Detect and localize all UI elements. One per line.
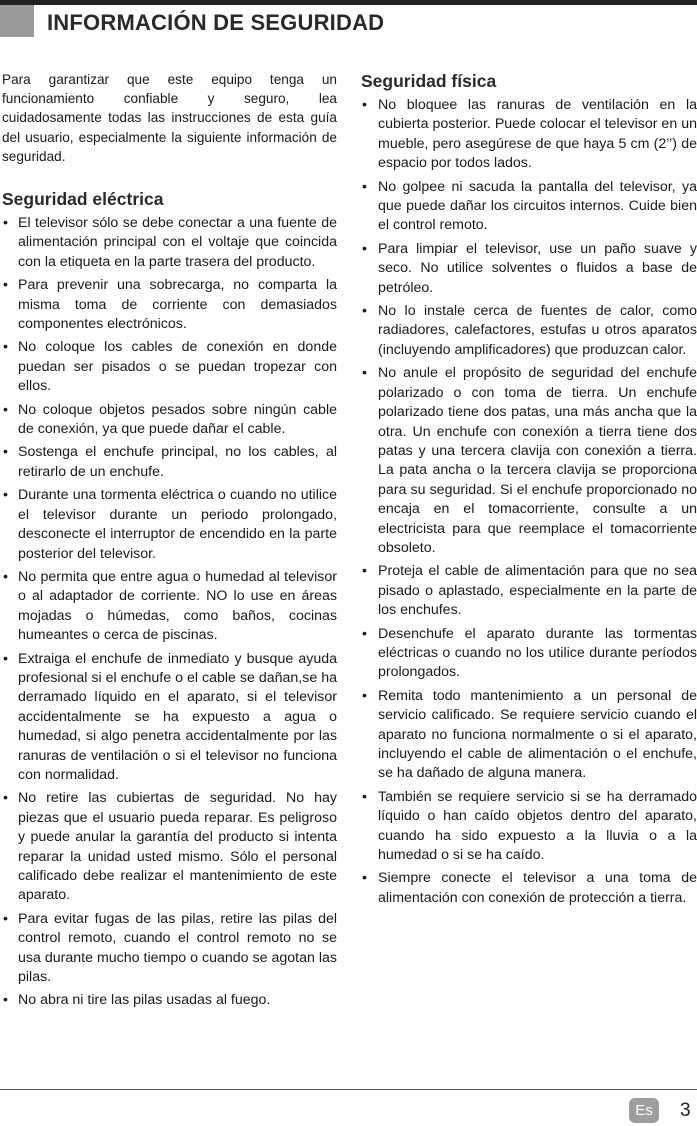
bullet-icon: • <box>362 365 367 382</box>
list-item <box>361 687 697 784</box>
list-item <box>361 96 697 174</box>
list-item-text: No bloquee las ranuras de ventilación en la cubierta posterior. Puede colocar el televisor en un mueble, pero asegúrese de que haya 5 cm (2’’) de espacio por todos lados. <box>378 97 697 172</box>
bullet-icon: • <box>362 563 367 580</box>
bullet-icon: • <box>362 303 367 320</box>
bullet-icon: • <box>3 277 8 294</box>
top-rule <box>0 0 697 5</box>
bullet-icon: • <box>3 650 8 667</box>
bullet-icon: • <box>3 487 8 504</box>
list-item-text: Desenchufe el aparato durante las tormentas eléctricas o cuando no los utilice durante períodos prolongados. <box>378 625 697 681</box>
list-item-text: No retire las cubiertas de seguridad. No hay piezas que el usuario pueda reparar. Es peligroso y puede anular la garantía del producto si intenta reparar la unidad usted mismo. Sólo el personal calificado debe realizar el mantenimiento de este aparato. <box>18 790 337 904</box>
list-item-text: Proteja el cable de alimentación para que no sea pisado o aplastado, especialmente en la parte de los enchufes. <box>378 563 697 619</box>
list-item <box>361 562 697 620</box>
bullet-icon: • <box>3 568 8 585</box>
list-item <box>2 991 337 1010</box>
list-item-text: No golpee ni sacuda la pantalla del televisor, ya que puede dañar los circuitos internos. Cuide bien el control remoto. <box>378 178 697 234</box>
list-item <box>2 910 337 988</box>
list-item <box>361 240 697 298</box>
footer-rule <box>0 1089 697 1090</box>
list-item-text: Para limpiar el televisor, use un paño suave y seco. No utilice solventes o fluidos a base de petróleo. <box>378 240 697 296</box>
bullet-icon: • <box>362 97 367 113</box>
bullet-icon: • <box>3 444 8 461</box>
bullet-icon: • <box>3 339 8 356</box>
bullet-icon: • <box>362 625 367 642</box>
list-item <box>2 276 337 334</box>
list-item <box>2 568 337 646</box>
list-item-text: Durante una tormenta eléctrica o cuando no utilice el televisor durante un periodo prolongado, desconecte el interruptor de encendido en la parte posterior del televisor. <box>18 487 337 562</box>
page-number: 3 <box>680 1100 691 1121</box>
list-item-text: Sostenga el enchufe principal, no los cables, al retirarlo de un enchufe. <box>18 444 337 480</box>
electrical-safety-list <box>2 214 337 1011</box>
intro-paragraph: Para garantizar que este equipo tenga un funcionamiento confiable y seguro, lea cuidadosamente todas las instrucciones de esta guía del usuario, especialmente la siguiente información de seguridad. <box>2 72 337 164</box>
list-item <box>2 443 337 482</box>
electrical-safety-heading: Seguridad eléctrica <box>2 189 164 210</box>
bullet-icon: • <box>362 240 367 257</box>
bullet-icon: • <box>3 215 8 232</box>
list-item-text: Extraiga el enchufe de inmediato y busque ayuda profesional si el enchufe o el cable se dañan,se ha derramado líquido en el aparato, si el televisor accidentalmente se ha expuesto a agua o humedad, si algo penetra accidentalmente por las ranuras de ventilación o si el televisor no funciona con normalidad. <box>18 650 337 783</box>
list-item <box>361 302 697 360</box>
list-item <box>2 214 337 272</box>
list-item-text: No abra ni tire las pilas usadas al fuego. <box>18 992 271 1009</box>
list-item-text: Remita todo mantenimiento a un personal de servicio calificado. Se requiere servicio cuando el aparato no funciona normalmente o si el aparato, incluyendo el cable de alimentación o el enchufe, se ha dañado de alguna manera. <box>378 687 697 782</box>
list-item <box>2 338 337 396</box>
bullet-icon: • <box>3 790 8 807</box>
list-item <box>361 788 697 866</box>
list-item <box>361 364 697 558</box>
list-item-text: Para prevenir una sobrecarga, no comparta la misma toma de corriente con demasiados componentes electrónicos. <box>18 277 337 333</box>
bullet-icon: • <box>362 788 367 805</box>
page-title: INFORMACIÓN DE SEGURIDAD <box>47 10 385 35</box>
list-item-text: El televisor sólo se debe conectar a una fuente de alimentación principal con el voltaje que coincida con la etiqueta en la parte trasera del producto. <box>18 215 337 270</box>
list-item <box>2 650 337 786</box>
list-item-text: No coloque objetos pesados sobre ningún cable de conexión, ya que puede dañar el cable. <box>18 401 337 438</box>
list-item-text: No permita que entre agua o humedad al televisor o al adaptador de corriente. NO lo use en áreas mojadas o húmedas, como baños, cocinas humeantes o cerca de piscinas. <box>18 568 337 644</box>
bullet-icon: • <box>3 401 8 418</box>
list-item <box>2 789 337 905</box>
left-column <box>2 70 337 1015</box>
right-column <box>361 70 697 912</box>
list-item-text: Para evitar fugas de las pilas, retire las pilas del control remoto, cuando el control remoto no se usa durante mucho tiempo o cuando se agotan las pilas. <box>18 910 337 986</box>
list-item <box>361 869 697 908</box>
list-item-text: También se requiere servicio si se ha derramado líquido o han caído objetos dentro del aparato, cuando ha sido expuesto a la lluvia o a la humedad o si se ha caído. <box>378 788 697 864</box>
bullet-icon: • <box>362 687 367 704</box>
physical-safety-list <box>361 96 697 908</box>
language-badge: Es <box>629 1098 659 1123</box>
bullet-icon: • <box>362 178 367 195</box>
list-item <box>2 486 337 564</box>
list-item <box>2 401 337 440</box>
bullet-icon: • <box>3 910 8 927</box>
list-item-text: No lo instale cerca de fuentes de calor, como radiadores, calefactores, estufas u otros aparatos (incluyendo amplificadores) que produzcan calor. <box>378 303 697 358</box>
list-item-text: Siempre conecte el televisor a una toma de alimentación con conexión de protección a tierra. <box>378 870 697 906</box>
bullet-icon: • <box>3 992 8 1009</box>
list-item-text: No anule el propósito de seguridad del enchufe polarizado o con toma de tierra. Un enchufe polarizado tiene dos patas, una más ancha que la otra. Un enchufe con conexión a tierra tiene dos patas y una tercera clavija con conexión a tierra. La pata ancha o la tercera clavija se proporciona para su seguridad. Si el enchufe proporcionado no encaja en el tomacorriente, consulte a un electricista para que reemplace el tomacorriente obsoleto. <box>378 365 697 556</box>
list-item <box>361 625 697 683</box>
physical-safety-heading: Seguridad física <box>361 71 497 91</box>
header-accent-block <box>0 5 34 37</box>
list-item-text: No coloque los cables de conexión en donde puedan ser pisados o se puedan tropezar con ellos. <box>18 339 337 395</box>
bullet-icon: • <box>362 870 367 887</box>
list-item <box>361 178 697 236</box>
